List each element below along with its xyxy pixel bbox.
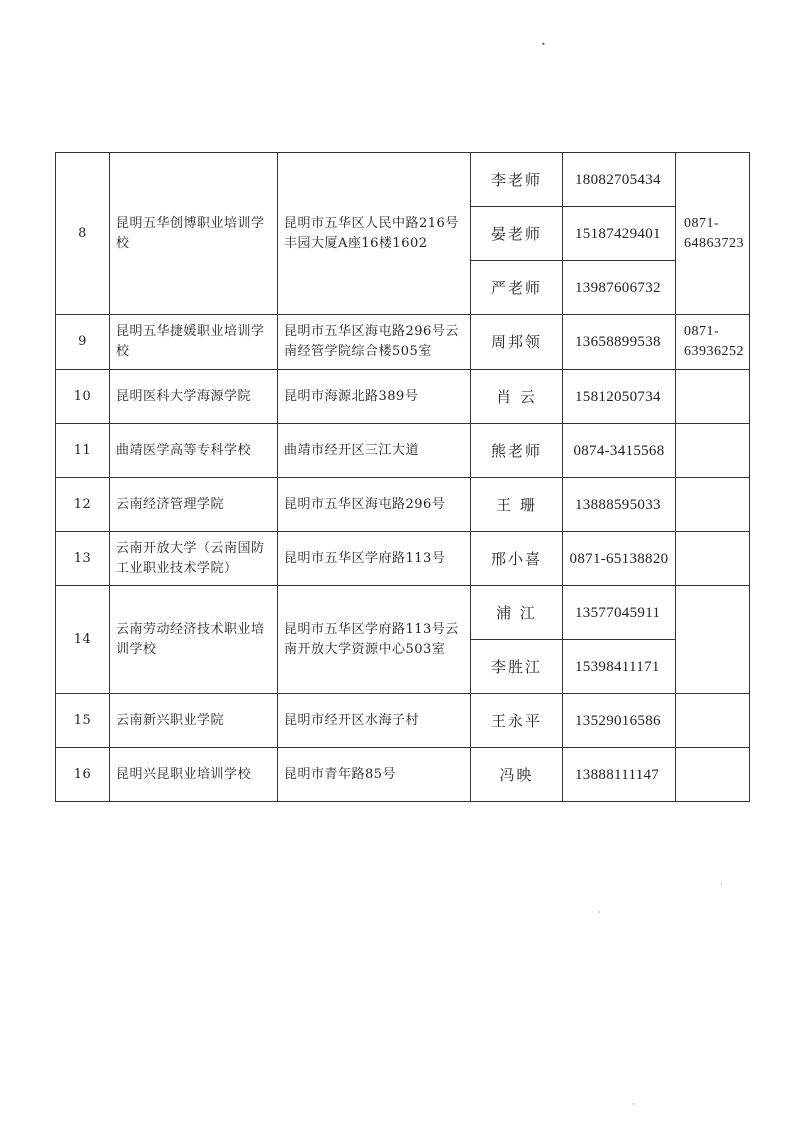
- contact-name: 冯映: [471, 748, 563, 802]
- contact-phone: 13529016586: [563, 694, 676, 748]
- school-name: 昆明五华创博职业培训学校: [110, 153, 278, 315]
- table-row: [56, 315, 750, 370]
- school-name: 昆明兴昆职业培训学校: [110, 748, 278, 802]
- school-address: 昆明市五华区海屯路296号云南经管学院综合楼505室: [278, 315, 471, 370]
- table-row: [56, 478, 750, 532]
- office-phone: [676, 424, 750, 478]
- school-name: 昆明五华捷媛职业培训学校: [110, 315, 278, 370]
- contact-name: 浦 江: [471, 586, 563, 640]
- contact-name: 李老师: [471, 153, 563, 207]
- school-name: 云南开放大学（云南国防工业职业技术学院）: [110, 532, 278, 586]
- school-name: 云南劳动经济技术职业培训学校: [110, 586, 278, 694]
- table-row: [56, 748, 750, 802]
- contact-phone: 15812050734: [563, 370, 676, 424]
- contact-name: 王 珊: [471, 478, 563, 532]
- school-address: 昆明市青年路85号: [278, 748, 471, 802]
- row-number: 16: [56, 748, 110, 802]
- row-number: 8: [56, 153, 110, 315]
- school-address: 昆明市五华区人民中路216号丰园大厦A座16楼1602: [278, 153, 471, 315]
- table-row: [56, 370, 750, 424]
- contact-phone: 13577045911: [563, 586, 676, 640]
- contact-name: 严老师: [471, 261, 563, 315]
- office-phone: [676, 478, 750, 532]
- contact-name: 肖 云: [471, 370, 563, 424]
- contact-name: 熊老师: [471, 424, 563, 478]
- row-number: 12: [56, 478, 110, 532]
- contact-phone: 13888111147: [563, 748, 676, 802]
- office-phone: [676, 532, 750, 586]
- school-address: 昆明市五华区学府路113号: [278, 532, 471, 586]
- table-row: [56, 586, 750, 640]
- scan-speck: ·: [720, 880, 723, 889]
- office-phone: 0871-63936252: [676, 315, 750, 370]
- school-name: 云南新兴职业学院: [110, 694, 278, 748]
- office-phone: [676, 586, 750, 694]
- contact-phone: 15398411171: [563, 640, 676, 694]
- contact-phone: 18082705434: [563, 153, 676, 207]
- table-row: [56, 532, 750, 586]
- contact-name: 李胜江: [471, 640, 563, 694]
- school-address: 昆明市五华区海屯路296号: [278, 478, 471, 532]
- school-address: 昆明市海源北路389号: [278, 370, 471, 424]
- table-row: [56, 424, 750, 478]
- office-phone: [676, 694, 750, 748]
- row-number: 10: [56, 370, 110, 424]
- school-address: 曲靖市经开区三江大道: [278, 424, 471, 478]
- contact-phone: 0871-65138820: [563, 532, 676, 586]
- school-name: 昆明医科大学海源学院: [110, 370, 278, 424]
- scan-speck: •: [541, 40, 546, 49]
- scan-speck: ·: [598, 908, 601, 917]
- school-name: 曲靖医学高等专科学校: [110, 424, 278, 478]
- school-address: 昆明市五华区学府路113号云南开放大学资源中心503室: [278, 586, 471, 694]
- contact-name: 王永平: [471, 694, 563, 748]
- contact-phone: 15187429401: [563, 207, 676, 261]
- table-row: [56, 153, 750, 207]
- contact-phone: 13987606732: [563, 261, 676, 315]
- contact-phone: 13888595033: [563, 478, 676, 532]
- contact-phone: 13658899538: [563, 315, 676, 370]
- scan-speck: ·: [632, 1100, 635, 1109]
- contact-name: 晏老师: [471, 207, 563, 261]
- office-phone: [676, 748, 750, 802]
- office-phone: 0871-64863723: [676, 153, 750, 315]
- school-name: 云南经济管理学院: [110, 478, 278, 532]
- row-number: 9: [56, 315, 110, 370]
- row-number: 11: [56, 424, 110, 478]
- table-row: [56, 694, 750, 748]
- contact-phone: 0874-3415568: [563, 424, 676, 478]
- office-phone: [676, 370, 750, 424]
- contact-name: 周邦领: [471, 315, 563, 370]
- contact-table: [55, 152, 750, 802]
- school-address: 昆明市经开区水海子村: [278, 694, 471, 748]
- row-number: 14: [56, 586, 110, 694]
- row-number: 13: [56, 532, 110, 586]
- row-number: 15: [56, 694, 110, 748]
- contact-name: 邢小喜: [471, 532, 563, 586]
